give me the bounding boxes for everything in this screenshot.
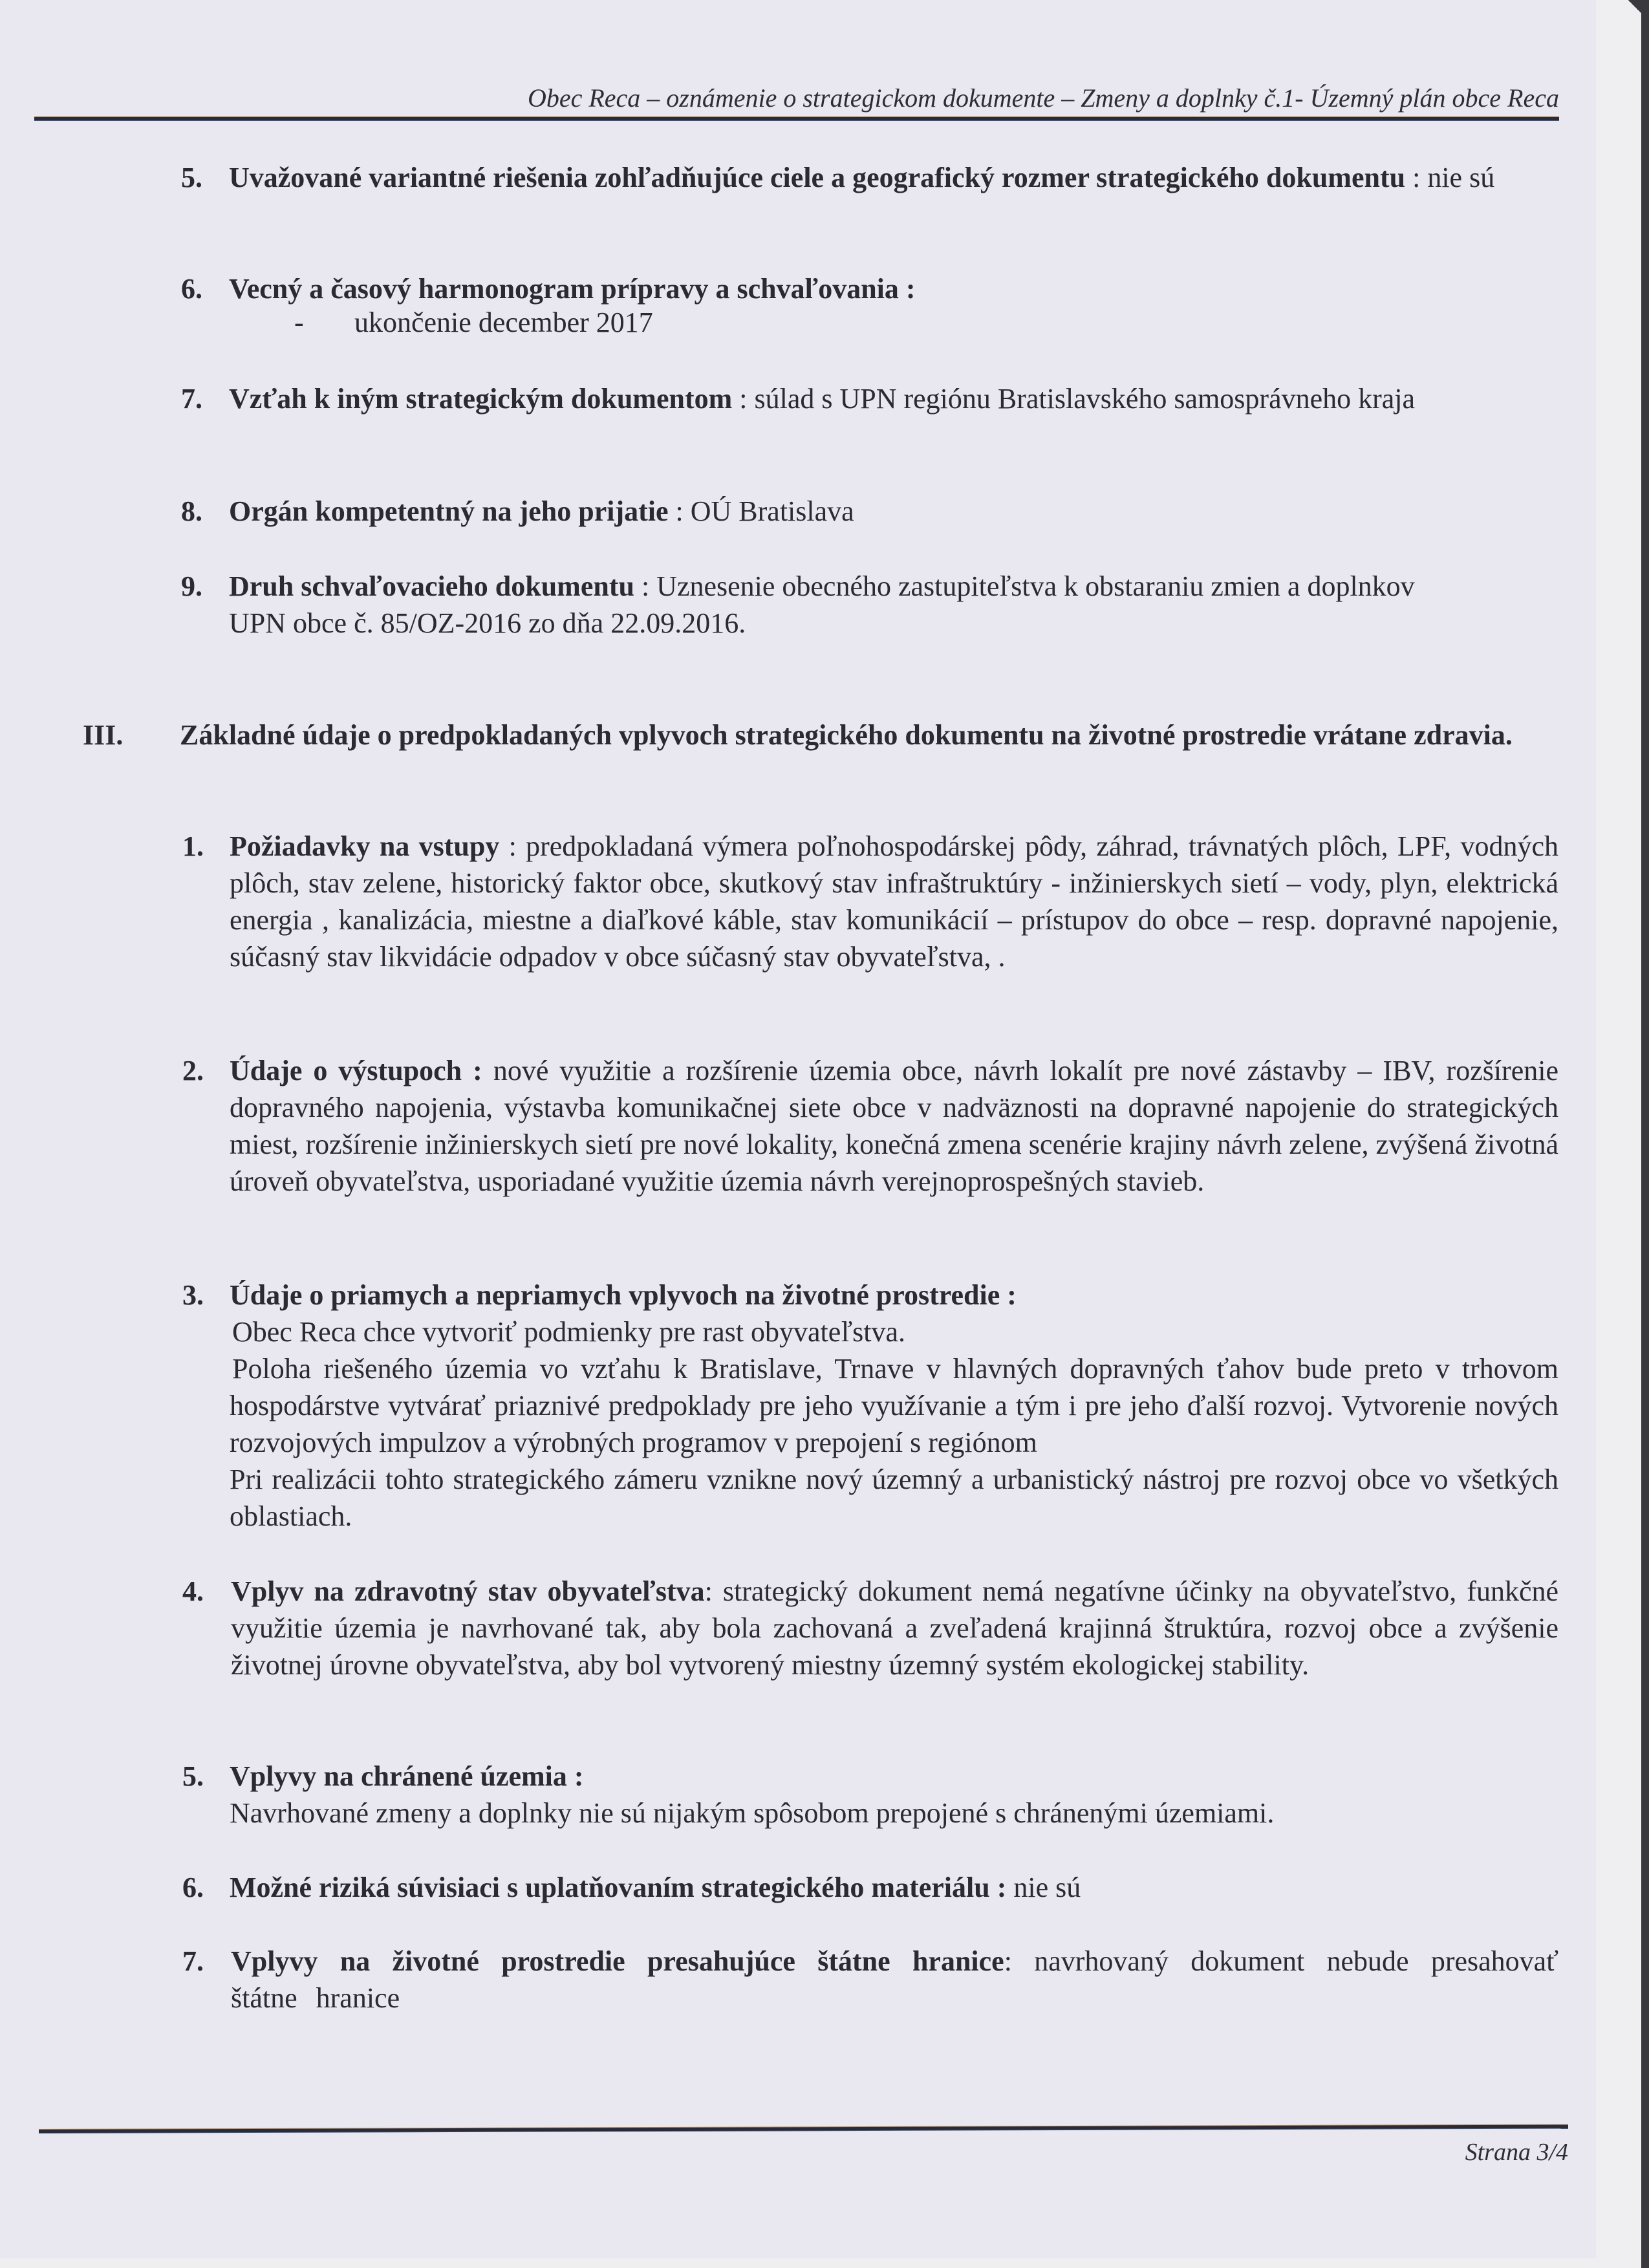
item-body xyxy=(230,1758,1558,1831)
section-numeral: III. xyxy=(83,719,124,751)
item-number: 5. xyxy=(182,1760,204,1792)
item-label: Druh schvaľovacieho dokumentu xyxy=(229,570,634,602)
item-label: Uvažované variantné riešenia zohľadňujúce ciele a geografický rozmer strategického dokumentu xyxy=(229,162,1406,193)
item-value: nie sú xyxy=(1006,1872,1081,1903)
section-title xyxy=(180,717,1564,753)
bullet-dash: - xyxy=(294,307,304,338)
item-label: Údaje o výstupoch : xyxy=(230,1055,482,1086)
page-number: Strana 3/4 xyxy=(1465,2139,1568,2166)
item-value: : súlad s UPN regiónu Bratislavského samosprávneho kraja xyxy=(732,383,1416,415)
item-paragraph: Navrhované zmeny a doplnky nie sú nijakým spôsobom prepojené s chránenými územiami. xyxy=(230,1797,1275,1829)
item-body xyxy=(230,1052,1558,1200)
item-body xyxy=(229,568,1477,642)
item-label: Vplyvy na životné prostredie presahujúce štátne hranice xyxy=(231,1945,1004,1977)
page-header: Obec Reca – oznámenie o strategickom dokumente – Zmeny a doplnky č.1- Územný plán obce Reca xyxy=(527,83,1559,113)
header-rule xyxy=(34,117,1559,120)
item-number: 1. xyxy=(182,830,204,862)
item-value: : predpokladaná výmera poľnohospodárskej pôdy, záhrad, trávnatých plôch, LPF, vodných plôch, stav zelene, historický faktor obce, skutkový stav infraštruktúry - inžinierskych sietí – vody, plyn, elektrická energia , kanalizácia, miestne a diaľkové káble, stav komunikácií – prístupov do obce – resp. dopravné napojenie, súčasný stav likvidácie odpadov v obce súčasný stav obyvateľstva, . xyxy=(230,830,1558,973)
item-body xyxy=(229,493,1555,530)
item-number: 7. xyxy=(181,383,202,415)
item-body xyxy=(229,159,1555,196)
item-paragraph: Pri realizácii tohto strategického zámeru vznikne nový územný a urbanistický nástroj pre rozvoj obce vo všetkých oblastiach. xyxy=(230,1463,1558,1532)
item-body xyxy=(230,1277,1558,1535)
item-number: 5. xyxy=(181,162,202,193)
item-label: Vzťah k iným strategickým dokumentom xyxy=(229,383,733,415)
item-body xyxy=(229,270,1555,307)
item-value: : OÚ Bratislava xyxy=(668,495,854,527)
item-label: Vplyv na zdravotný stav obyvateľstva xyxy=(231,1575,705,1607)
scan-bottom-margin xyxy=(0,2258,1641,2268)
item-body xyxy=(231,1573,1558,1683)
item-number: 6. xyxy=(182,1872,204,1903)
item-label: Možné riziká súvisiaci s uplatňovaním strategického materiálu : xyxy=(230,1872,1007,1903)
item-body xyxy=(231,1943,1558,2016)
item-number: 4. xyxy=(182,1575,204,1607)
item-value: : nie sú xyxy=(1405,162,1495,193)
item-value: nové využitie a rozšírenie územia obce, návrh lokalít pre nové zástavby – IBV, rozšírenie dopravného napojenia, výstavba komunikačnej siete obce v nadväznosti na dopravné napojenie do strategických miest, rozšírenie inžinierskych sietí pre nové lokality, konečná zmena scenérie krajiny návrh zelene, zvýšená životná úroveň obyvateľstva, usporiadané využitie územia návrh verejnoprospešných stavieb. xyxy=(230,1055,1559,1197)
item-value: : strategický dokument nemá negatívne účinky na obyvateľstvo, funkčné využitie územia je navrhované tak, aby bola zachovaná a zveľadená krajinná štruktúra, rozvoj obce a zvýšenie životnej úrovne obyvateľstva, aby bol vytvorený miestny územný systém ekologickej stability. xyxy=(231,1575,1558,1681)
item-body xyxy=(229,380,1555,417)
item-number: 3. xyxy=(182,1279,204,1311)
item-number: 9. xyxy=(181,570,202,602)
item-label: Orgán kompetentný na jeho prijatie xyxy=(229,495,669,527)
item-paragraph: Poloha riešeného územia vo vzťahu k Bratislave, Trnave v hlavných dopravných ťahov bude preto v trhovom hospodárstve vytvárať priaznivé predpoklady pre jeho využívanie a tým i pre jeho ďalší rozvoj. Vytvorenie nových rozvojových impulzov a výrobných programov v prepojení s regiónom xyxy=(230,1353,1558,1458)
item-body xyxy=(230,1869,1558,1906)
item-label: Vecný a časový harmonogram prípravy a schvaľovania : xyxy=(229,273,916,305)
section-title-text: Základné údaje o predpokladaných vplyvoch strategického dokumentu na životné prostredie vrátane zdravia. xyxy=(180,719,1513,751)
item-number: 6. xyxy=(181,273,202,305)
item-label: Požiadavky na vstupy xyxy=(230,830,500,862)
item-number: 7. xyxy=(182,1945,204,1977)
item-paragraph: Obec Reca chce vytvoriť podmienky pre rast obyvateľstva. xyxy=(232,1316,905,1348)
item-label: Údaje o priamych a nepriamych vplyvoch na životné prostredie : xyxy=(230,1279,1017,1311)
item-number: 2. xyxy=(182,1055,204,1086)
footer-rule xyxy=(39,2125,1568,2133)
item-value: : Uznesenie obecného zastupiteľstva k obstaraniu zmien a doplnkov UPN obce č. 85/OZ-2016 zo dňa 22.09.2016. xyxy=(229,570,1415,639)
scan-paper-margin xyxy=(1596,0,1641,2268)
bullet-text: ukončenie december 2017 xyxy=(354,307,653,338)
scan-edge-shadow xyxy=(1641,0,1649,2268)
item-label: Vplyvy na chránené územia : xyxy=(230,1760,584,1792)
item-number: 8. xyxy=(181,495,202,527)
item-value: : navrhovaný dokument nebude presahovať štátne hranice xyxy=(231,1945,1559,2014)
item-body xyxy=(230,828,1558,975)
